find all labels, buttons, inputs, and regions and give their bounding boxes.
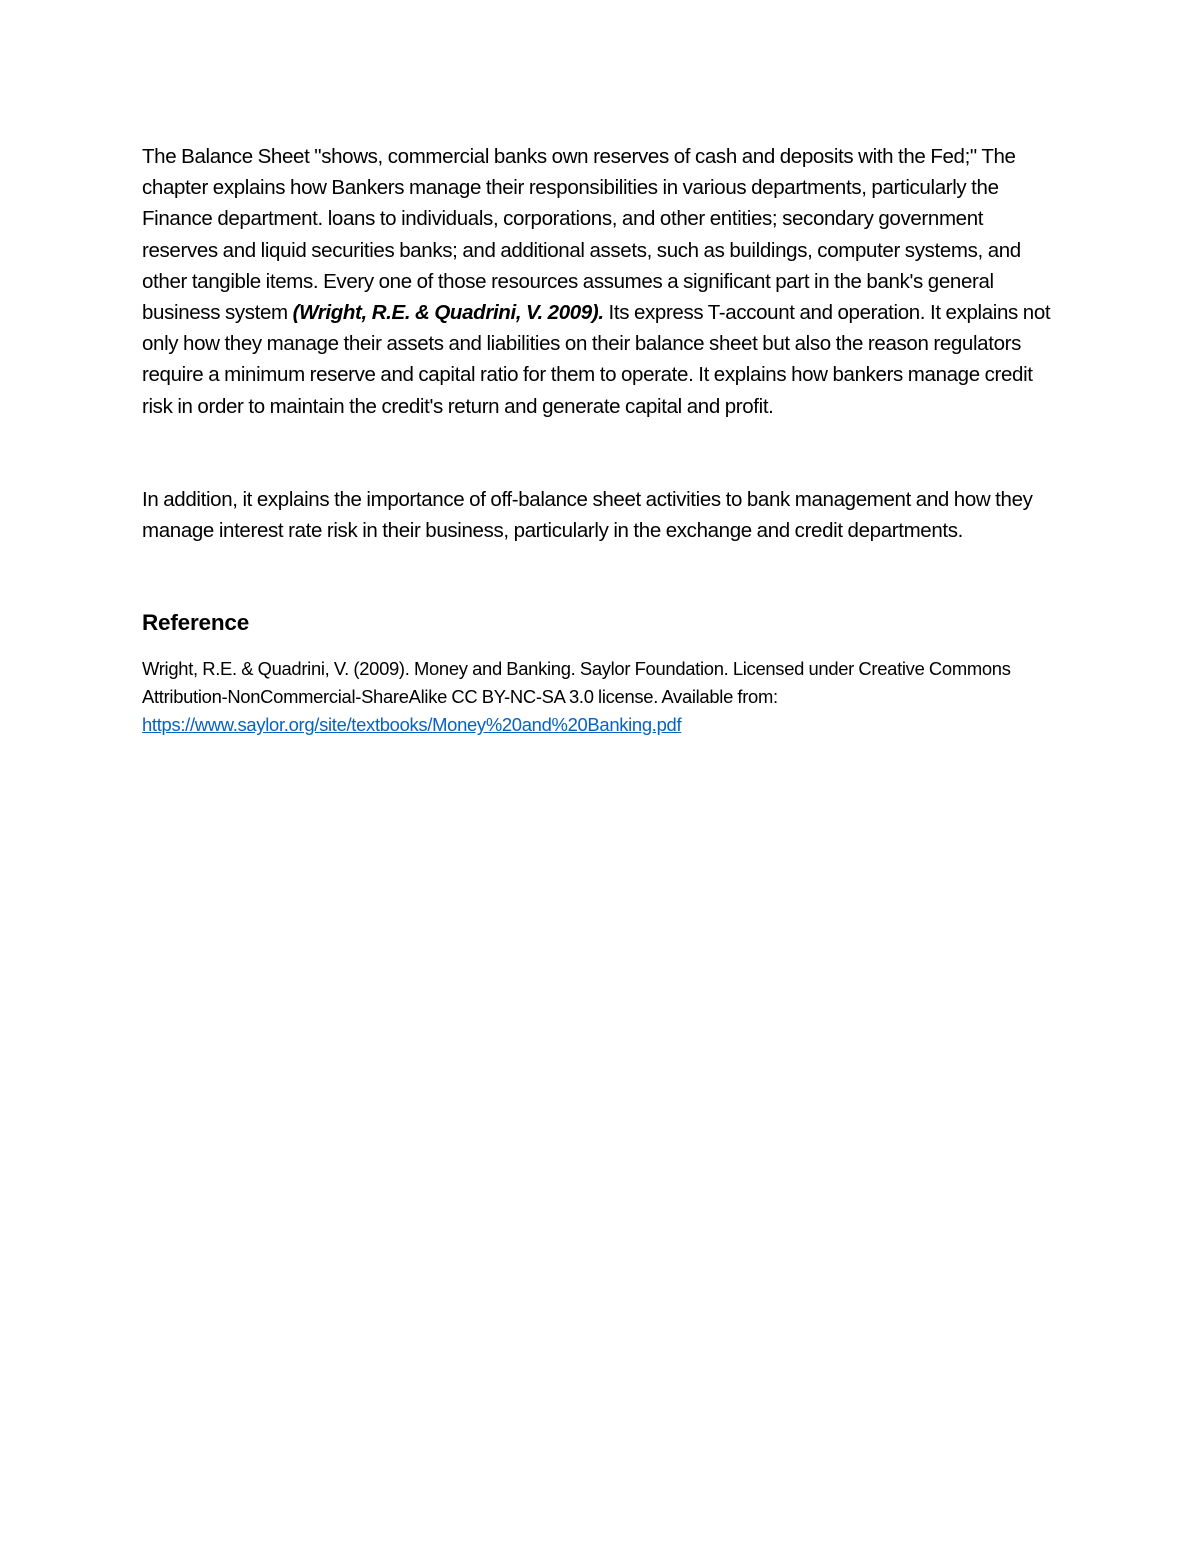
document-body [142, 141, 1062, 739]
in-text-citation: (Wright, R.E. & Quadrini, V. 2009). [292, 301, 604, 325]
reference-entry [142, 655, 1062, 739]
body-paragraph-2: In addition, it explains the importance of off-balance sheet activities to bank management and how they manage interest rate risk in their business, particularly in the exchange and credit departments. [142, 487, 1033, 543]
paragraph-1-text-after-citation: Its express T-account and operation. It explains not only how they manage their assets and liabilities on their balance sheet but also the reason regulators require a minimum reserve and capital ratio for them to operate. It explains how bankers manage credit risk in order to maintain the credit's return and generate capital and profit. [142, 301, 1051, 418]
reference-link[interactable]: https://www.saylor.org/site/textbooks/Money%20and%20Banking.pdf [142, 714, 682, 736]
paragraph-1-text-before-citation: The Balance Sheet "shows, commercial banks own reserves of cash and deposits with the Fed;" The chapter explains how Bankers manage their responsibilities in various departments, particularly the Finance department. loans to individuals, corporations, and other entities; secondary government reserves and liquid securities banks; and additional assets, such as buildings, computer systems, and other tangible items. Every one of those resources assumes a significant part in the bank's general business system [142, 145, 1021, 325]
reference-heading: Reference [142, 610, 250, 636]
reference-entry-text: Wright, R.E. & Quadrini, V. (2009). Money and Banking. Saylor Foundation. Licensed under Creative Commons Attribution-NonCommercial-ShareAlike CC BY-NC-SA 3.0 license. Available from: [142, 658, 1011, 708]
body-paragraph-1 [142, 141, 1062, 422]
